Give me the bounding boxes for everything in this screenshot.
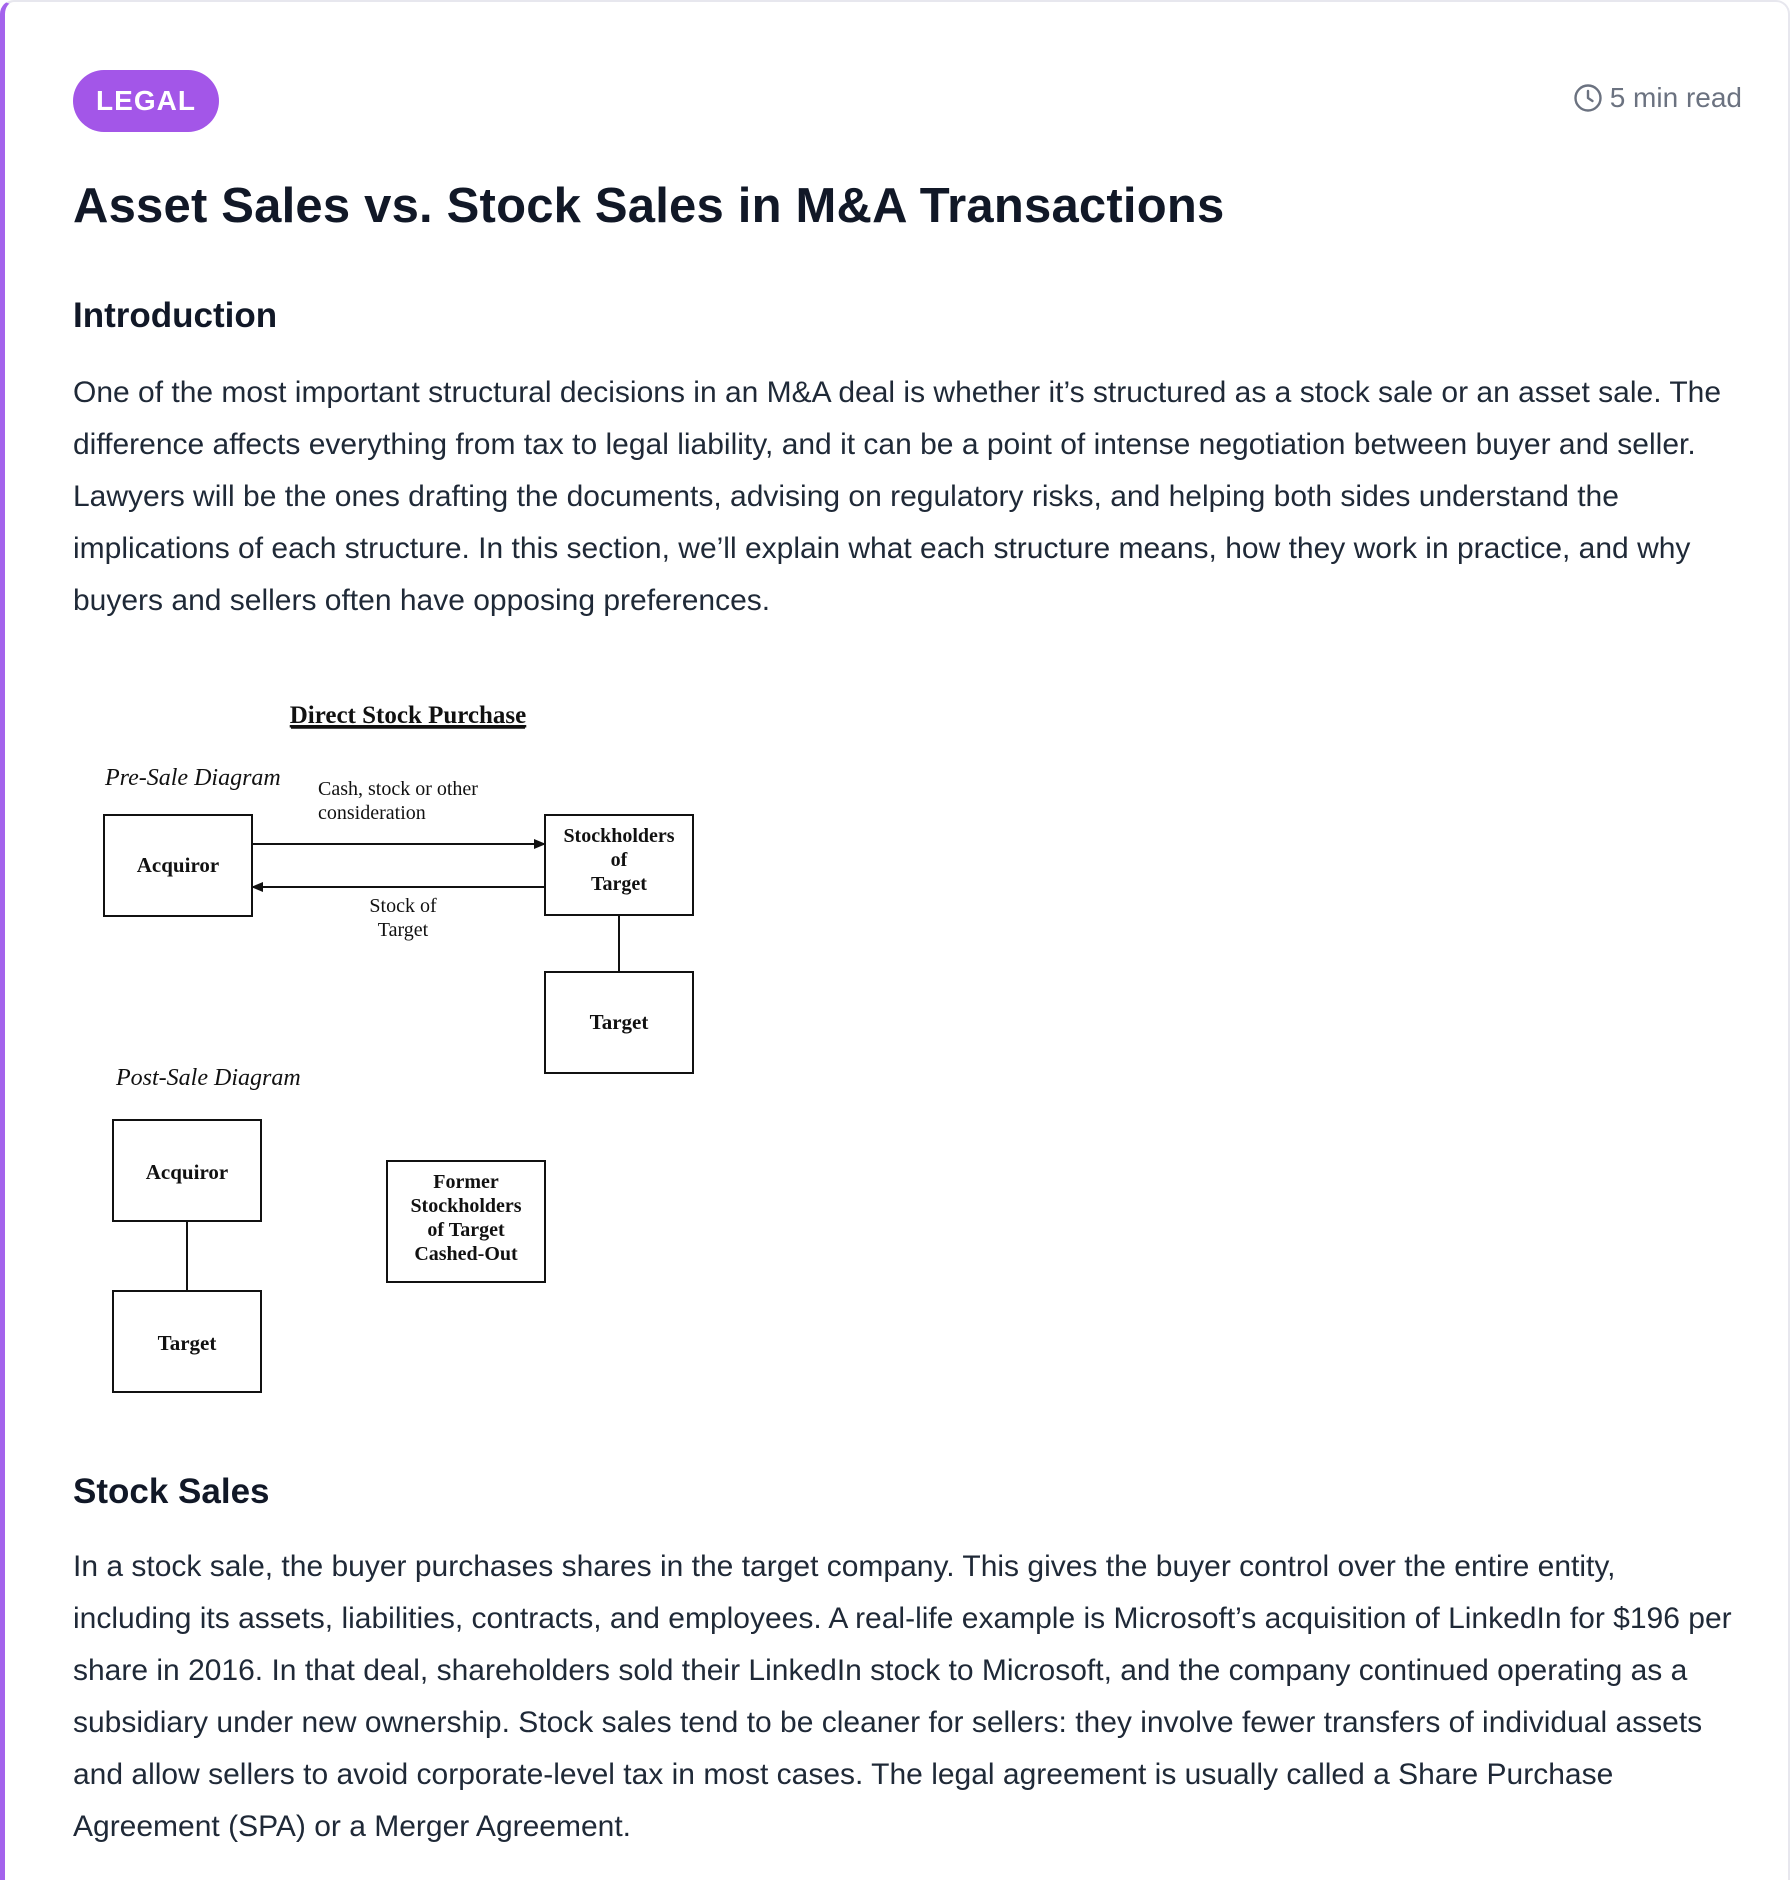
pre-sale-label: Pre-Sale Diagram [105, 765, 281, 791]
target-label-post: Target [157, 1331, 217, 1355]
former-label-1: Former [433, 1171, 499, 1193]
stock-sales-paragraph: In a stock sale, the buyer purchases shares in the target company. This gives the buyer control over the entire entity, including its assets, liabilities, contracts, and employees. A real-life example is Microsoft’s acquisition of LinkedIn for $196 per share in 2016. In that deal, shareholders sold their LinkedIn stock to Microsoft, and the company continued operating as a subsidiary under new ownership. Stock sales tend to be cleaner for sellers: they involve fewer transfers of individual assets and allow sellers to avoid corporate-level tax in most cases. The legal agreement is usually called a Share Purchase Agreement (SPA) or a Merger Agreement. [73, 1550, 1732, 1843]
stockholders-label-1: Stockholders [563, 825, 675, 847]
stock-purchase-diagram [73, 672, 773, 1412]
read-time-label: 5 min read [1609, 82, 1742, 113]
former-label-4: Cashed-Out [414, 1243, 518, 1265]
category-badge[interactable]: LEGAL [73, 70, 219, 132]
read-time [1572, 82, 1742, 114]
article-title: Asset Sales vs. Stock Sales in M&A Transactions [73, 179, 1225, 233]
diagram-title: Direct Stock Purchase [289, 702, 527, 729]
post-sale-label: Post-Sale Diagram [116, 1065, 301, 1091]
former-label-2: Stockholders [410, 1195, 522, 1217]
acquiror-label-pre: Acquiror [136, 853, 220, 877]
consideration-label-2: consideration [318, 802, 426, 824]
intro-heading: Introduction [73, 296, 278, 335]
stock-sales-heading: Stock Sales [73, 1472, 270, 1511]
acquiror-label-post: Acquiror [145, 1160, 229, 1184]
target-label-pre: Target [589, 1010, 649, 1034]
stock-label-1: Stock of [369, 895, 437, 917]
former-label-3: of Target [427, 1219, 505, 1241]
consideration-label-1: Cash, stock or other [318, 778, 478, 800]
intro-paragraph: One of the most important structural decisions in an M&A deal is whether it’s structured as a stock sale or an asset sale. The difference affects everything from tax to legal liability, and it can be a point of intense negotiation between buyer and seller. Lawyers will be the ones drafting the documents, advising on regulatory risks, and helping both sides understand the implications of each structure. In this section, we’ll explain what each structure means, how they work in practice, and why buyers and sellers often have opposing preferences. [73, 376, 1722, 617]
clock-icon [1572, 82, 1604, 114]
stockholders-label-2: of [610, 849, 628, 871]
stock-label-2: Target [377, 919, 429, 941]
stockholders-label-3: Target [591, 873, 647, 895]
